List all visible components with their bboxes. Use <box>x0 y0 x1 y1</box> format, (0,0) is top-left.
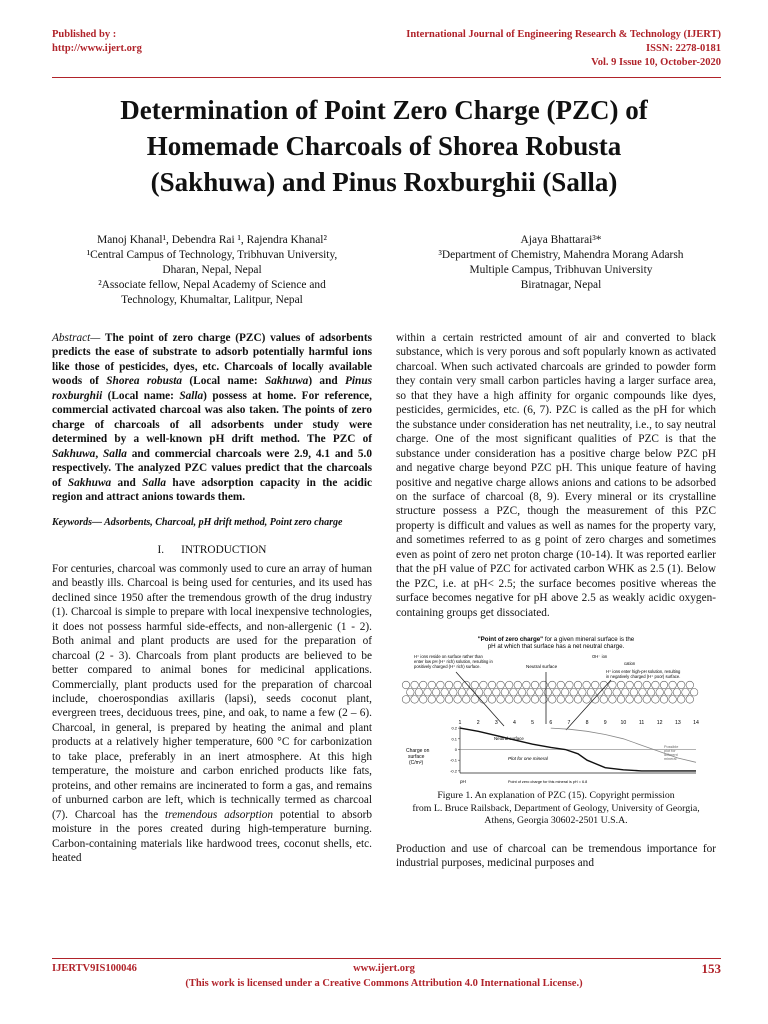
surface-sphere <box>604 688 612 696</box>
abstract-text: , <box>95 447 104 460</box>
abstract <box>52 331 372 504</box>
note-left: enter low pH (H⁺ rich) solution, resulting in <box>414 659 493 665</box>
surface-sphere <box>419 681 427 689</box>
y-axis-label: (C/m²) <box>409 760 424 767</box>
journal-name: International Journal of Engineering Research & Technology (IJERT) <box>406 29 721 40</box>
surface-sphere <box>587 688 595 696</box>
authors-left <box>52 233 372 308</box>
note-right: in negatively charged (H⁺ poor) surface. <box>606 674 681 680</box>
x-tick-label: 14 <box>693 720 699 727</box>
paper-id: IJERTV9IS100046 <box>52 963 137 974</box>
header-left <box>52 28 142 56</box>
note-ion: OH⁻ ion <box>592 654 608 660</box>
abstract-italic: Sakhuwa <box>67 476 112 489</box>
caption-line: Figure 1. An explanation of PZC (15). Copyright permission <box>437 790 675 802</box>
figure-1 <box>396 632 716 828</box>
affiliation: ¹Central Campus of Technology, Tribhuvan University, <box>86 249 338 261</box>
surface-sphere <box>411 696 419 704</box>
note-right: H⁺ ions enter high-pH solution, resulting <box>606 669 681 675</box>
author-names: Manoj Khanal¹, Debendra Rai ¹, Rajendra Khanal² <box>97 234 327 246</box>
surface-sphere <box>514 696 522 704</box>
surface-sphere <box>686 696 694 704</box>
neutral-surface-label: Neutral surface <box>494 736 524 742</box>
right-column <box>396 331 716 870</box>
surface-sphere <box>531 681 539 689</box>
abstract-italic: Sakhuwa <box>52 447 96 460</box>
surface-sphere <box>626 696 634 704</box>
abstract-italic: Pinus roxburghii <box>52 375 373 402</box>
surface-sphere <box>527 688 535 696</box>
surface-sphere <box>579 688 587 696</box>
surface-sphere <box>652 681 660 689</box>
surface-sphere <box>411 681 419 689</box>
surface-sphere <box>419 696 427 704</box>
plot-label: Plot for one mineral <box>508 756 548 762</box>
footer-site-link[interactable]: www.ijert.org <box>353 963 415 974</box>
abstract-text: ) and <box>308 375 345 388</box>
possible-plot-label: plot for <box>664 749 676 754</box>
caption-line: from L. Bruce Railsback, Department of Geology, University of Georgia, <box>412 802 700 814</box>
x-tick-label: 6 <box>549 720 553 727</box>
title-line: Homemade Charcoals of Shorea Robusta <box>146 131 622 161</box>
note-left: H⁺ ions reside on surface rather than <box>414 654 483 660</box>
x-tick-label: 12 <box>656 720 663 727</box>
surface-sphere <box>536 688 544 696</box>
surface-sphere <box>622 688 630 696</box>
surface-sphere <box>424 688 432 696</box>
surface-sphere <box>574 681 582 689</box>
page-number: 153 <box>701 961 721 976</box>
body-paragraph: Production and use of charcoal can be tremendous importance for industrial purposes, medicinal purposes and <box>396 842 716 870</box>
figure-caption <box>396 790 716 828</box>
title-line: (Sakhuwa) and Pinus Roxburghii (Salla) <box>150 167 618 197</box>
surface-sphere <box>652 696 660 704</box>
caption-line: Athens, Georgia 30602-2501 U.S.A. <box>484 815 628 827</box>
abstract-italic: Salla <box>103 447 127 460</box>
abstract-text: (Local name: <box>102 389 180 402</box>
affiliation: ²Associate fellow, Nepal Academy of Science and <box>98 279 326 291</box>
surface-sphere <box>566 696 574 704</box>
surface-sphere <box>505 681 513 689</box>
y-tick-label: -0.1 <box>450 757 457 763</box>
y-tick-label: -0.2 <box>450 768 457 774</box>
surface-sphere <box>591 681 599 689</box>
x-tick-label: 11 <box>638 720 645 727</box>
footer-rule <box>52 958 721 959</box>
surface-sphere <box>518 688 526 696</box>
intro-italic: tremendous adsorption <box>164 808 274 821</box>
author-names: Ajaya Bhattarai³* <box>520 234 602 246</box>
affiliation: Multiple Campus, Tribhuvan University <box>469 264 653 276</box>
surface-sphere <box>428 681 436 689</box>
abstract-text: and commercial charcoals were 2.9, 4.1 and 5.0 respectively. The analyzed PZC values predict that the charcoals of <box>52 447 372 489</box>
surface-sphere <box>432 688 440 696</box>
surface-sphere <box>467 688 475 696</box>
surface-sphere <box>553 688 561 696</box>
authors-right <box>404 233 718 293</box>
surface-sphere <box>574 696 582 704</box>
y-axis-label: Charge on <box>406 748 430 755</box>
surface-sphere <box>634 696 642 704</box>
surface-sphere <box>493 688 501 696</box>
surface-sphere <box>639 688 647 696</box>
x-tick-label: 1 <box>458 720 462 727</box>
surface-sphere <box>617 681 625 689</box>
keywords-label: Keywords— <box>52 517 102 529</box>
surface-sphere <box>437 681 445 689</box>
abstract-text: ) possess at home. For reference, commercial activated charcoal was also taken. The points of zero charge of charcoals of all adsorbents under study were determined by a well-known pH drift method. The PZC of <box>52 389 372 446</box>
x-tick-label: 13 <box>674 720 681 727</box>
surface-sphere <box>497 681 505 689</box>
surface-sphere <box>445 681 453 689</box>
figure-heading: "Point of zero charge" for a given mineral surface is the <box>477 636 635 644</box>
possible-plot-label: different <box>664 753 678 758</box>
possible-plot-label: Possible <box>664 745 679 750</box>
surface-sphere <box>458 688 466 696</box>
surface-sphere <box>514 681 522 689</box>
surface-sphere <box>462 681 470 689</box>
surface-sphere <box>488 681 496 689</box>
surface-sphere <box>428 696 436 704</box>
surface-sphere <box>402 681 410 689</box>
publisher-site-link[interactable]: http://www.ijert.org <box>52 43 142 55</box>
surface-sphere <box>501 688 509 696</box>
surface-sphere <box>690 688 698 696</box>
left-column <box>52 331 372 865</box>
surface-sphere <box>634 681 642 689</box>
surface-sphere <box>647 688 655 696</box>
surface-sphere <box>557 696 565 704</box>
surface-sphere <box>471 681 479 689</box>
surface-sphere <box>441 688 449 696</box>
abstract-text: (Local name: <box>182 375 265 388</box>
body-paragraph: within a certain restricted amount of air and converted to black substance, which is very porous and soft popularly known as activated charcoal. When such activated charcoals are grinded to powder form they contain very small carbon particles having a larger surface area, so that they have a high affinity for organic compounds like dyes, pesticides, germicides, etc. (6, 7). PZC is called as the pH for which the substance under consideration has net neutrality, i.e., to say neutral charge. One of the most significant qualities of PZC is that the substance under consideration has a positive charge below PZC pH and negative charge beyond PZC pH. This unique feature of having positive and negative charge allows anions and cations to be adsorbed on the surface of charcoal (8, 9). Every mineral or its crystalline structure possess a PZC, though the measurement of this PZC property is difficult and values as well as names for the property vary, and sometimes referred to as g point of zero charges and sometimes even as point of zero net proton charge (10-14). It was reported earlier that the pH value of PZC for activated carbon WHK as 2.5 (1). Below the PZC, i.e. at pH< 2.5; the surface becomes positive whereas the surface becomes negative for pH above 2.5 as weakly acidic oxygen-containing groups get dissociated. <box>396 332 716 619</box>
surface-sphere <box>673 688 681 696</box>
surface-sphere <box>450 688 458 696</box>
surface-sphere <box>454 681 462 689</box>
surface-sphere <box>583 696 591 704</box>
abstract-italic: Salla <box>179 389 204 402</box>
surface-sphere <box>669 696 677 704</box>
section-heading-introduction: I. INTRODUCTION <box>157 544 267 557</box>
intro-text: potential to absorb moisture in the pores created during high-temperature burning. Carbon-containing materials like hardwood trees, coconut shells, etc. heated <box>52 808 372 864</box>
surface-sphere <box>677 696 685 704</box>
possible-plot-label: mineral <box>664 757 677 762</box>
surface-sphere <box>609 681 617 689</box>
surface-sphere <box>570 688 578 696</box>
surface-sphere <box>613 688 621 696</box>
paper-title <box>40 92 728 200</box>
surface-sphere <box>656 688 664 696</box>
affiliation: Biratnagar, Nepal <box>520 279 602 291</box>
surface-sphere <box>617 696 625 704</box>
surface-sphere <box>523 681 531 689</box>
abstract-italic: Sakhuwa <box>264 375 309 388</box>
surface-sphere <box>643 696 651 704</box>
x-tick-label: 9 <box>603 720 607 727</box>
surface-sphere <box>626 681 634 689</box>
x-tick-label: 7 <box>567 720 571 727</box>
pzc-chart <box>406 720 699 784</box>
x-tick-label: 3 <box>494 720 498 727</box>
published-by: Published by : <box>52 29 117 40</box>
surface-sphere <box>561 688 569 696</box>
surface-sphere <box>407 688 415 696</box>
abstract-italic: Shorea robusta <box>106 375 183 388</box>
surface-sphere <box>402 696 410 704</box>
issn: ISSN: 2278-0181 <box>646 43 721 55</box>
surface-sphere <box>462 696 470 704</box>
x-tick-label: 2 <box>476 720 480 727</box>
note-cation: cation <box>624 661 636 667</box>
header-rule <box>52 77 721 78</box>
volume-issue: Vol. 9 Issue 10, October-2020 <box>591 57 721 69</box>
affiliation: Dharan, Nepal, Nepal <box>162 264 262 276</box>
surface-sphere <box>591 696 599 704</box>
surface-sphere <box>544 688 552 696</box>
abstract-text: The point of zero charge (PZC) values of adsorbents predicts the ease of substrate to adsorb potentially harmful ions like those of pesticides, dyes, etc. Charcoals of locally available woods of <box>52 332 372 388</box>
y-tick-label: 0.1 <box>451 736 457 742</box>
surface-sphere <box>686 681 694 689</box>
x-axis-label: pH <box>460 779 466 785</box>
header-right <box>406 28 721 71</box>
surface-sphere <box>523 696 531 704</box>
mineral-surface-illustration <box>402 681 698 703</box>
surface-sphere <box>660 696 668 704</box>
x-tick-label: 5 <box>531 720 535 727</box>
surface-sphere <box>566 681 574 689</box>
abstract-italic: Salla <box>142 476 167 489</box>
surface-sphere <box>665 688 673 696</box>
surface-sphere <box>660 681 668 689</box>
pzc-note: Point of zero charge for this mineral is pH = 6.8 <box>508 780 588 785</box>
surface-sphere <box>480 681 488 689</box>
surface-sphere <box>415 688 423 696</box>
x-tick-label: 10 <box>620 720 627 727</box>
pzc-figure-svg <box>396 632 716 784</box>
y-tick-label: 0 <box>454 747 457 753</box>
abstract-text: and <box>111 476 143 489</box>
surface-sphere <box>497 696 505 704</box>
keywords-text: Adsorbents, Charcoal, pH drift method, Point zero charge <box>102 517 343 529</box>
x-tick-label: 4 <box>513 720 516 727</box>
surface-sphere <box>531 696 539 704</box>
surface-sphere <box>630 688 638 696</box>
surface-sphere <box>669 681 677 689</box>
title-line: Determination of Point Zero Charge (PZC) of <box>120 95 648 125</box>
y-axis-label: surface <box>408 754 425 761</box>
figure-heading-line2: pH at which that surface has a net neutral charge. <box>487 643 625 651</box>
surface-sphere <box>484 688 492 696</box>
surface-sphere <box>488 696 496 704</box>
surface-sphere <box>557 681 565 689</box>
x-tick-label: 8 <box>585 720 589 727</box>
keywords <box>52 516 372 529</box>
surface-sphere <box>548 696 556 704</box>
surface-sphere <box>548 681 556 689</box>
surface-sphere <box>437 696 445 704</box>
surface-sphere <box>445 696 453 704</box>
surface-sphere <box>677 681 685 689</box>
surface-sphere <box>609 696 617 704</box>
intro-text: For centuries, charcoal was commonly used to cure an array of human and beastly ills. Charcoal is being used for centuries, and its used has declined since 1950 after the tremendous growth of the drug industry (1). Charcoal is simple to prepare with local inexpensive technologies, it does not possess harmful side-effects, and non-allergenic (1 - 2). Both animal and plant products are used for the preparation of charcoal (2 - 3). Charcoals from plant products are believed to be better compared to animal bones for medicinal applications. Commercially, plant products used for the preparation of charcoal include, choerospondias axillaris (lapsi), seeds coconut plant, evergreen trees, deciduous trees, pine, and oak, to name a few (2 – 6). Charcoal, in general, is prepared by heating the animal and plant products at a relatively higher temperature, 600 °C for carbonization to take place, preferably in an inert atmosphere. At this high temperature, the moisture and carbon enriched products like fats, proteins, and other remains are incinerated to form a gas, and remains of unburned carbon are left, which is technically termed as charcoal (7). Charcoal has the <box>52 562 372 821</box>
surface-sphere <box>600 696 608 704</box>
surface-sphere <box>454 696 462 704</box>
surface-sphere <box>505 696 513 704</box>
intro-paragraph <box>52 562 372 866</box>
surface-sphere <box>510 688 518 696</box>
license-note: (This work is licensed under a Creative Commons Attribution 4.0 International License.) <box>185 978 583 989</box>
y-tick-label: 0.2 <box>451 725 457 731</box>
surface-sphere <box>682 688 690 696</box>
surface-sphere <box>583 681 591 689</box>
affiliation: Technology, Khumaltar, Lalitpur, Nepal <box>121 294 303 306</box>
surface-sphere <box>643 681 651 689</box>
note-neutral: Neutral surface <box>526 664 558 670</box>
abstract-label: Abstract— <box>52 332 101 344</box>
affiliation: ³Department of Chemistry, Mahendra Morang Adarsh <box>438 249 684 261</box>
note-left: positively charged (H⁺ rich) surface. <box>414 664 481 670</box>
abstract-text: have adsorption capacity in the acidic region and attract anions towards them. <box>52 476 372 503</box>
